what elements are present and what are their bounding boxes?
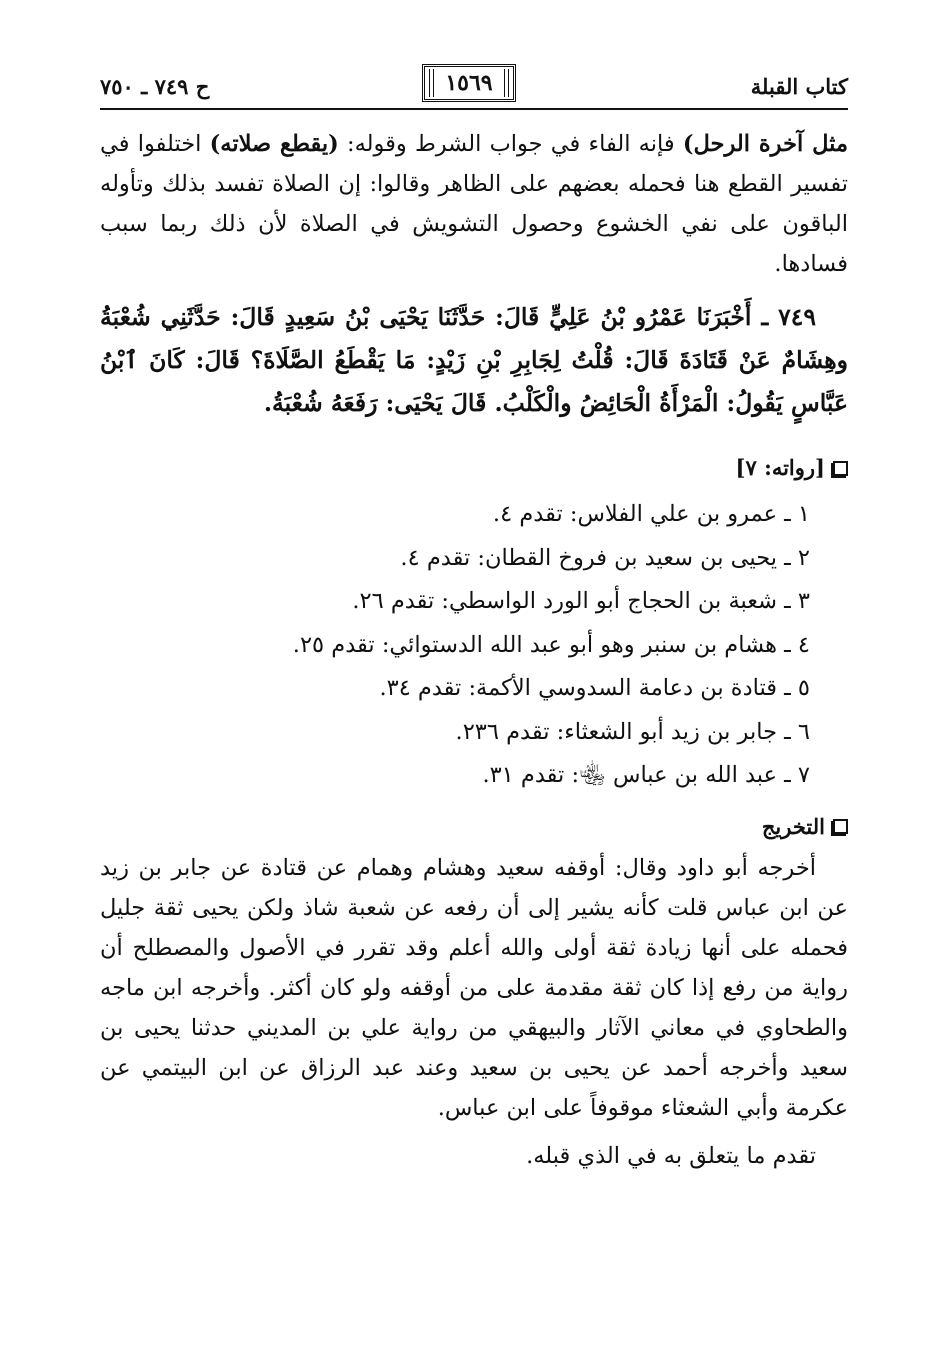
intro-part1: فإنه الفاء في جواب الشرط وقوله: [338,131,683,157]
list-item: ٤ ـ هشام بن سنبر وهو أبو عبد الله الدستوائي: تقدم ٢٥. [292,631,810,658]
takhrij-heading [100,812,848,842]
hadith-range: ح ٧٤٩ ـ ٧٥٠ [100,74,210,99]
intro-part2: اختلفوا في تفسير القطع هنا فحمله بعضهم على الظاهر وقالوا: إن الصلاة تفسد بذلك وتأوله الباقون على نفي الخشوع وحصول التشويش في الصلاة لأن ذلك ربما سبب فسادها. [100,131,848,277]
list-item: ٣ ـ شعبة بن الحجاج أبو الورد الواسطي: تقدم ٢٦. [352,588,810,614]
page-header [100,60,848,110]
takhrij-title: التخريج [761,813,825,839]
page-number-box [422,64,516,102]
list-item: ١ ـ عمرو بن علي الفلاس: تقدم ٤. [492,501,810,527]
list-item: ٦ ـ جابر بن زيد أبو الشعثاء: تقدم ٢٣٦. [455,718,810,745]
list-item: ٧ ـ عبد الله بن عباس ﵄: تقدم ٣١. [482,762,810,788]
square-bullet-icon [833,819,848,834]
intro-paragraph [100,124,848,284]
document-page [100,60,848,1176]
closing-line: تقدم ما يتعلق به في الذي قبله. [526,1142,816,1169]
intro-bold-lead: مثل آخرة الرحل) [682,131,849,157]
narrators-heading [100,453,848,483]
hadith-text: ٧٤٩ ـ أَخْبَرَنَا عَمْرُو بْنُ عَلِيٍّ قَالَ: حَدَّثَنَا يَحْيَى بْنُ سَعِيدٍ قَالَ: حَدَّثَنِي شُعْبَةُ وهِشَامٌ عَنْ قَتَادَةَ قَالَ: قُلْتُ لِجَابِرِ بْنِ زَيْدٍ: مَا يَقْطَعُ الصَّلَاةَ؟ قَالَ: كَانَ ٱبْنُ عَبَّاسٍ يَقُولُ: الْمَرْأَةُ الْحَائِضُ والْكَلْبُ. قَالَ يَحْيَى: رَفَعَهُ شُعْبَةُ. [100,303,848,417]
list-item: ٥ ـ قتادة بن دعامة السدوسي الأكمة: تقدم ٣٤. [379,675,810,701]
page-number: ١٥٦٩ [445,70,493,96]
square-bullet-icon [833,461,848,476]
narrators-list [100,493,848,798]
list-item: ٢ ـ يحيى بن سعيد بن فروخ القطان: تقدم ٤. [400,544,810,571]
intro-bold-quote: (يقطع صلاته) [209,131,339,157]
narrators-title: [رواته: ٧] [735,455,825,480]
book-title: كتاب القبلة [750,74,848,99]
takhrij-paragraph: أخرجه أبو داود وقال: أوقفه سعيد وهشام وهمام عن قتادة عن جابر بن زيد عن ابن عباس قلت كأنه يشير إلى أن رفعه عن شعبة شاذ ولكن يحيى ثقة جليل فحمله على أنها زيادة ثقة أولى والله أعلم وقد تقرر في الأصول والمصطلح أن رواية من رفع إذا كان ثقة مقدمة على من أوقفه ولو كان أكثر. وأخرجه ابن ماجه والطحاوي في معاني الآثار والبيهقي من رواية علي بن المديني حدثنا يحيى بن سعيد وأخرجه أحمد عن يحيى بن سعيد وعند عبد الرزاق عن ابن البيتمي عن عكرمة وأبي الشعثاء موقوفاً على ابن عباس. [100,854,848,1121]
